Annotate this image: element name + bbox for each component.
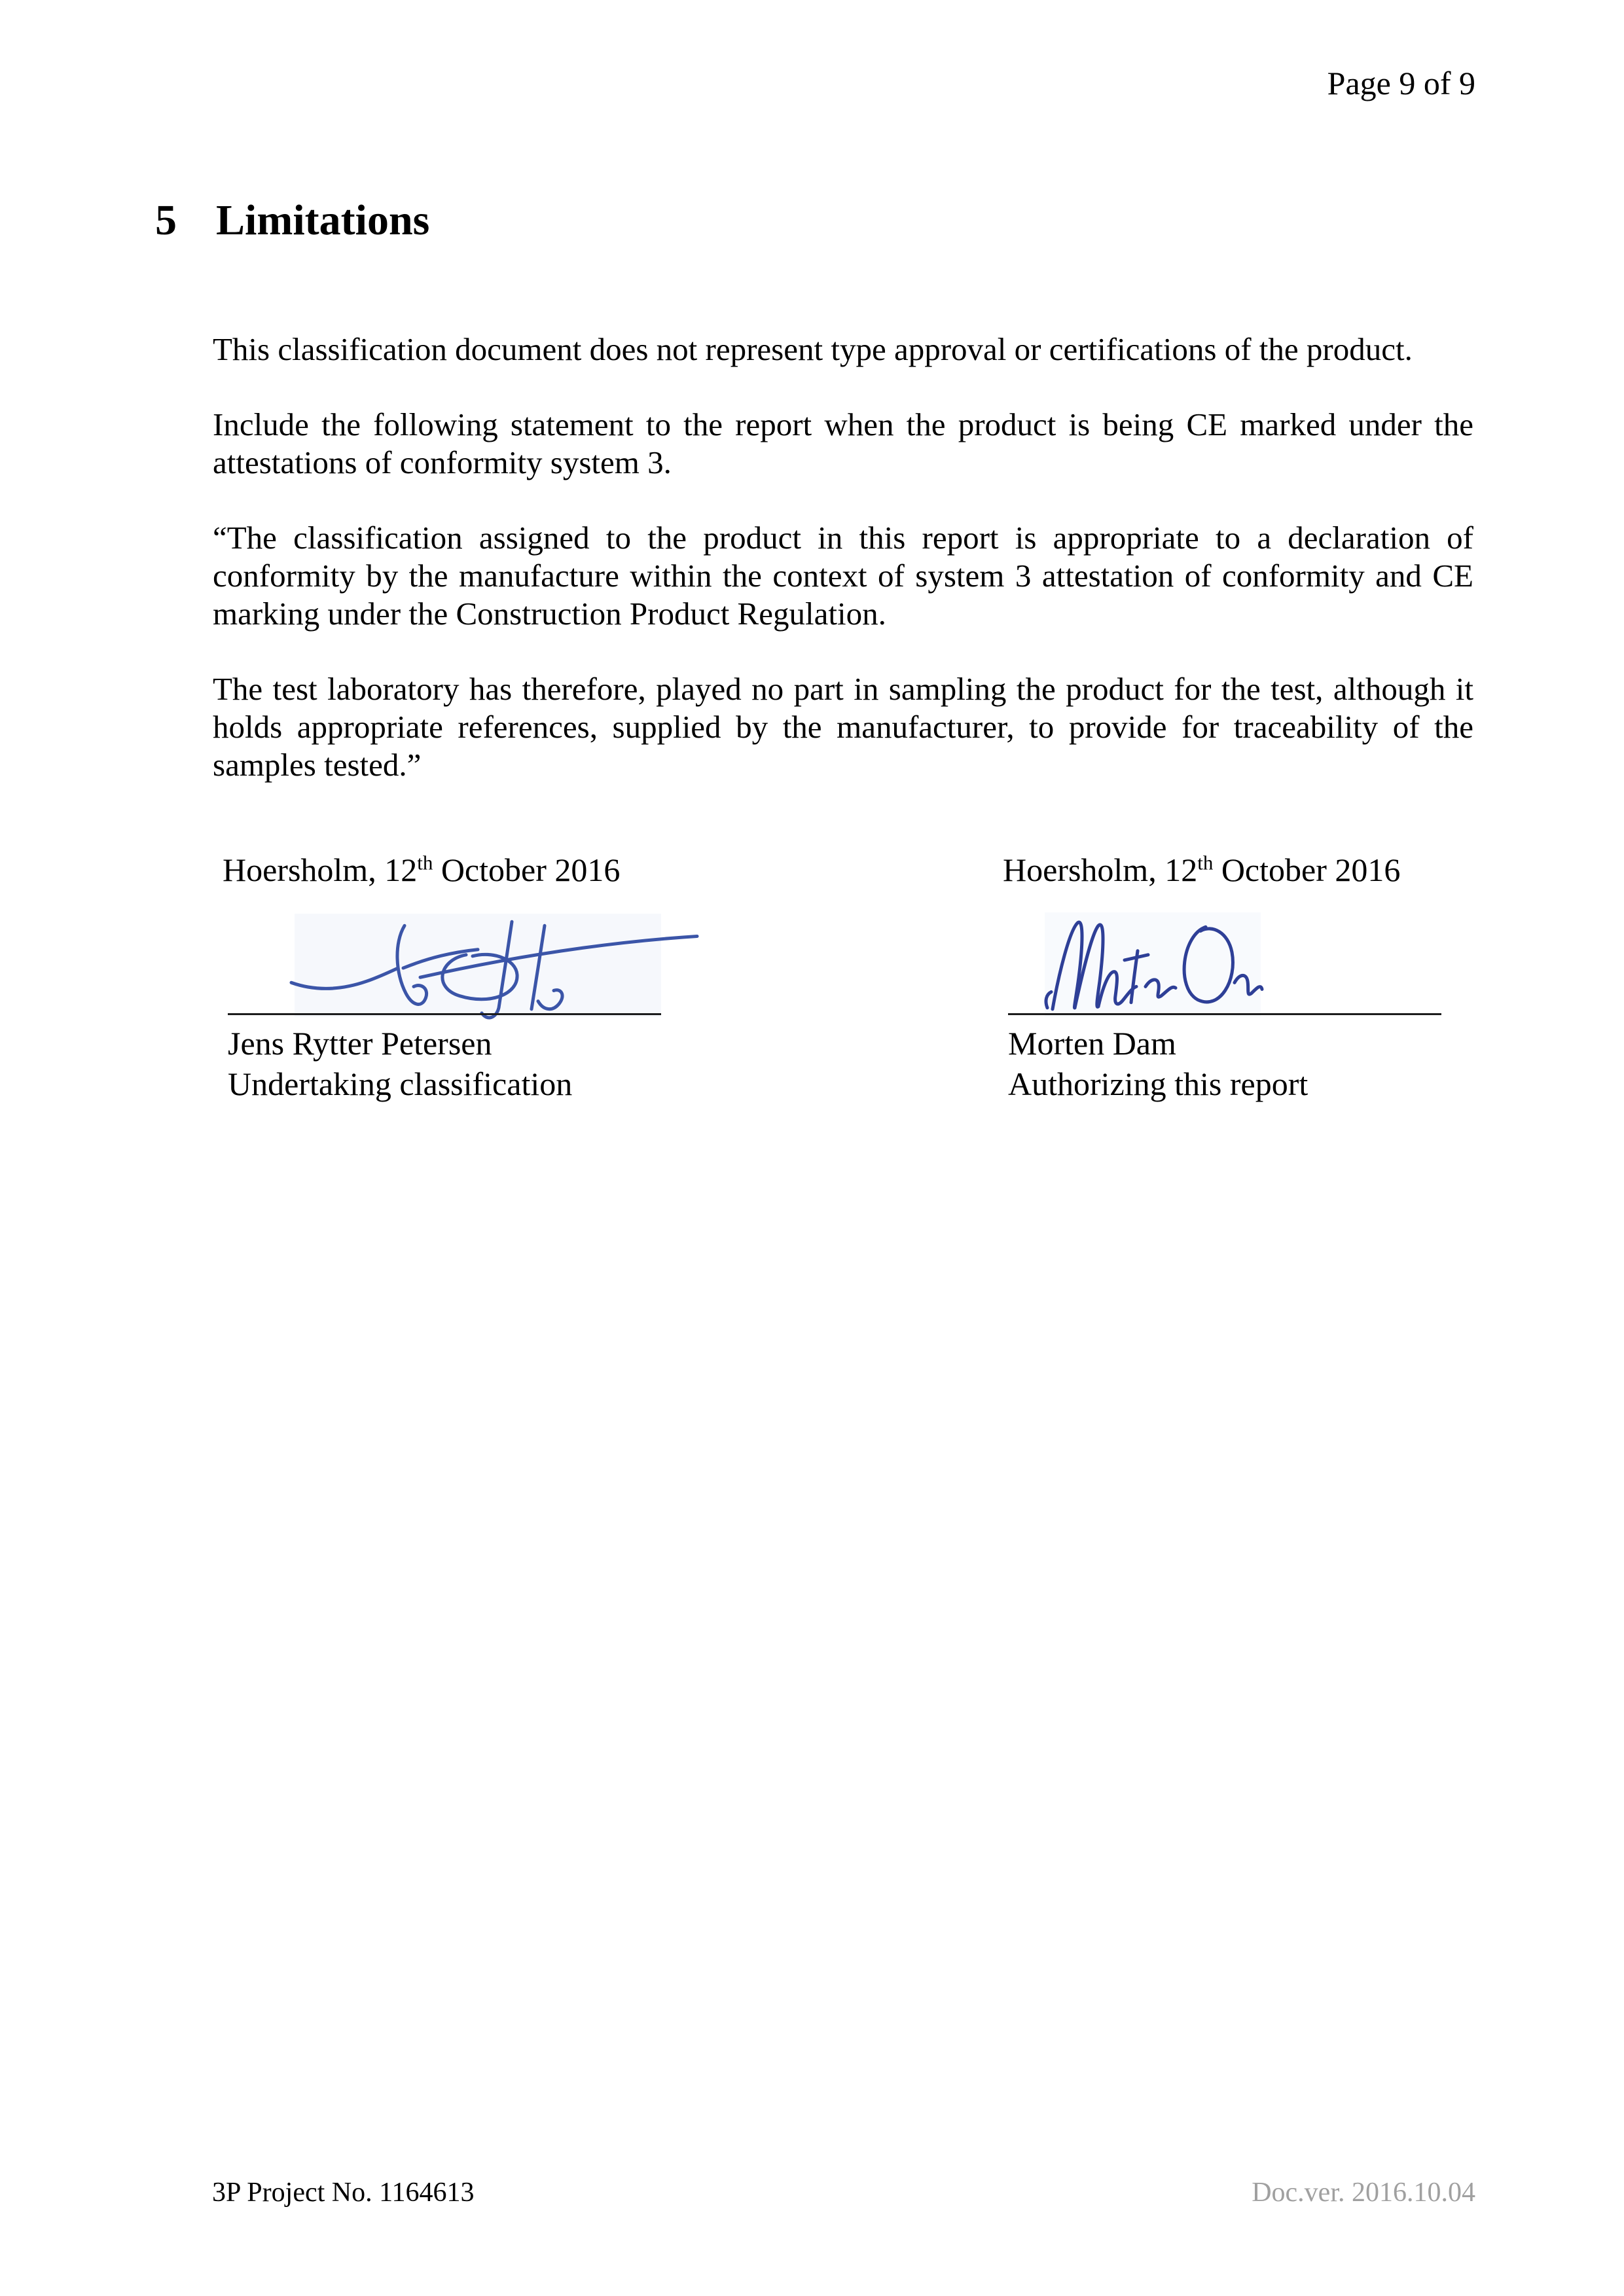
section-number: 5 <box>155 196 177 244</box>
place-date-text: Hoersholm, 12 <box>1003 852 1198 888</box>
signature-handwriting-icon <box>281 908 707 1021</box>
date-ordinal: th <box>417 851 433 874</box>
signatory-name: Jens Rytter Petersen <box>228 1025 492 1062</box>
body-paragraphs <box>213 331 1473 821</box>
page-number: Page 9 of 9 <box>1327 65 1475 101</box>
signature-line <box>1008 1013 1441 1015</box>
signature-block-right <box>1003 851 1454 1126</box>
footer-doc-version: Doc.ver. 2016.10.04 <box>1252 2178 1475 2208</box>
footer-project-number: 3P Project No. 1164613 <box>212 2178 475 2208</box>
place-date-text: Hoersholm, 12 <box>223 852 418 888</box>
paragraph-type-approval: This classification document does not represent type approval or certifications of the product. <box>213 331 1413 367</box>
paragraph-ce-statement-intro: Include the following statement to the report when the product is being CE marked under the attestations of conformity system 3. <box>213 406 1473 480</box>
signatory-name: Morten Dam <box>1008 1025 1176 1062</box>
section-title: Limitations <box>216 196 430 244</box>
place-date-text: October 2016 <box>433 852 621 888</box>
date-ordinal: th <box>1197 851 1214 874</box>
signature-handwriting-icon <box>1041 908 1267 1021</box>
place-date-text: October 2016 <box>1213 852 1401 888</box>
place-date-right <box>1003 851 1400 889</box>
paragraph-quoted-statement: “The classification assigned to the product in this report is appropriate to a declaration of conformity by the manufacture within the context of system 3 attestation of conformity and CE marking under the Construction Product Regulation. <box>213 520 1473 632</box>
signatory-role: Authorizing this report <box>1008 1066 1308 1102</box>
signature-line <box>228 1013 661 1015</box>
signature-block-left <box>223 851 674 1126</box>
place-date-left <box>223 851 620 889</box>
section-heading <box>155 196 429 245</box>
paragraph-test-laboratory: The test laboratory has therefore, played no part in sampling the product for the test, although it holds appropriate references, supplied by the manufacturer, to provide for traceability of the samples tested.” <box>213 671 1473 783</box>
signatory-role: Undertaking classification <box>228 1066 573 1102</box>
